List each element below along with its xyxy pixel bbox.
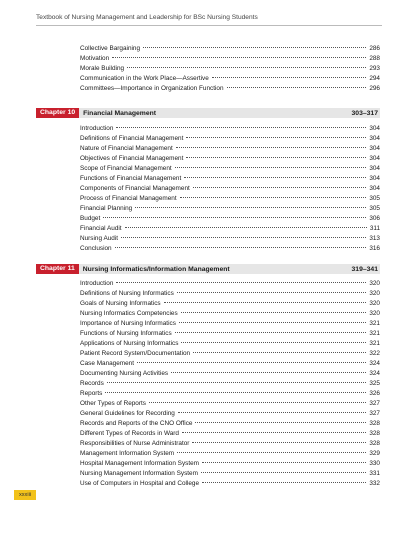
- toc-entry-page: 296: [369, 85, 380, 92]
- toc-entry-title: Reports: [80, 390, 103, 397]
- dot-leader: [177, 292, 367, 293]
- toc-entry-title: Responsibilities of Nurse Administrator: [80, 440, 190, 447]
- dot-leader: [178, 412, 366, 413]
- toc-entry: [80, 389, 380, 399]
- toc-entry-page: 316: [369, 245, 380, 252]
- toc-entry-page: 320: [369, 290, 380, 297]
- dot-leader: [181, 342, 366, 343]
- dot-leader: [116, 282, 366, 283]
- toc-entry-page: 327: [369, 410, 380, 417]
- dot-leader: [164, 302, 367, 303]
- dot-leader: [107, 382, 367, 383]
- chapter-11-title: Nursing Informatics/Information Management: [82, 265, 230, 273]
- toc-entry: [80, 459, 380, 469]
- toc-entry-page: 305: [369, 195, 380, 202]
- toc-entry-title: Financial Audit: [80, 225, 122, 232]
- dot-leader: [186, 137, 366, 138]
- toc-entry-title: Hospital Management Information System: [80, 460, 199, 467]
- toc-entry-page: 332: [369, 480, 380, 487]
- toc-entry-title: Financial Planning: [80, 205, 133, 212]
- toc-entry-title: General Guidelines for Recording: [80, 410, 175, 417]
- toc-entry-page: 331: [369, 470, 380, 477]
- toc-entry-page: 321: [369, 340, 380, 347]
- toc-entry-title: Definitions of Financial Management: [80, 135, 184, 142]
- dot-leader: [121, 237, 366, 238]
- chapter-11-heading: [36, 264, 380, 274]
- toc-entry-page: 304: [369, 145, 380, 152]
- toc-entry-page: 313: [369, 235, 380, 242]
- toc-entry-title: Use of Computers in Hospital and College: [80, 480, 199, 487]
- dot-leader: [202, 462, 366, 463]
- toc-entry: [80, 154, 380, 164]
- dot-leader: [179, 322, 366, 323]
- toc-entry: [80, 319, 380, 329]
- dot-leader: [195, 422, 366, 423]
- toc-entry-title: Applications of Nursing Informatics: [80, 340, 179, 347]
- dot-leader: [115, 247, 367, 248]
- toc-entry-title: Goals of Nursing Informatics: [80, 300, 161, 307]
- toc-entry: [80, 64, 380, 74]
- toc-entry: [80, 419, 380, 429]
- chapter-11-page-range: 319–341: [351, 265, 378, 273]
- toc-entry-page: 321: [369, 320, 380, 327]
- toc-entry: [80, 469, 380, 479]
- toc-entry: [80, 279, 380, 289]
- toc-entry-title: Introduction: [80, 280, 114, 287]
- dot-leader: [202, 482, 366, 483]
- running-header: Textbook of Nursing Management and Leadership for BSc Nursing Students: [36, 14, 382, 26]
- dot-leader: [193, 352, 366, 353]
- dot-leader: [184, 177, 366, 178]
- toc-entry-page: 325: [369, 380, 380, 387]
- toc-entry-page: 326: [369, 390, 380, 397]
- toc-entry: [80, 164, 380, 174]
- dot-leader: [182, 432, 366, 433]
- chapter-10-title: Financial Management: [83, 109, 157, 117]
- chapter-11-label: Chapter 11: [36, 264, 79, 274]
- toc-entry-page: 294: [369, 75, 380, 82]
- toc-entry: [80, 479, 380, 489]
- toc-entry-page: 304: [369, 165, 380, 172]
- toc-entry-title: Committees—Importance in Organization Function: [80, 85, 224, 92]
- dot-leader: [192, 442, 366, 443]
- toc-entry-title: Introduction: [80, 125, 114, 132]
- toc-entry-page: 328: [369, 430, 380, 437]
- toc-entry-page: 320: [369, 310, 380, 317]
- toc-entry-page: 320: [369, 280, 380, 287]
- dot-leader: [176, 147, 367, 148]
- toc-entry-page: 304: [369, 125, 380, 132]
- dot-leader: [171, 372, 366, 373]
- dot-leader: [186, 157, 366, 158]
- toc-entry-page: 330: [369, 460, 380, 467]
- toc-entry-title: Importance of Nursing Informatics: [80, 320, 176, 327]
- toc-entry: [80, 309, 380, 319]
- toc-entry-page: 311: [369, 225, 380, 232]
- toc-entry: [80, 44, 380, 54]
- dot-leader: [135, 207, 366, 208]
- toc-entry: [80, 214, 380, 224]
- toc-list-chapter-10: [80, 124, 380, 254]
- toc-entry-title: Communication in the Work Place—Assertive: [80, 75, 209, 82]
- toc-entry: [80, 144, 380, 154]
- toc-entry-title: Patient Record System/Documentation: [80, 350, 191, 357]
- toc-entry-page: 324: [369, 360, 380, 367]
- toc-entry: [80, 349, 380, 359]
- toc-entry: [80, 359, 380, 369]
- toc-entry: [80, 289, 380, 299]
- toc-entry-title: Management Information System: [80, 450, 175, 457]
- toc-entry-page: 304: [369, 135, 380, 142]
- toc-entry-title: Process of Financial Management: [80, 195, 177, 202]
- dot-leader: [175, 332, 367, 333]
- dot-leader: [137, 362, 366, 363]
- toc-entry: [80, 194, 380, 204]
- dot-leader: [112, 57, 366, 58]
- toc-entry-title: Functions of Nursing Informatics: [80, 330, 172, 337]
- toc-entry-page: 288: [369, 55, 380, 62]
- toc-entry-page: 328: [369, 440, 380, 447]
- chapter-10-page-range: 303–317: [351, 109, 378, 117]
- toc-entry: [80, 439, 380, 449]
- dot-leader: [127, 67, 366, 68]
- toc-entry-page: 329: [369, 450, 380, 457]
- toc-entry-title: Records and Reports of the CNO Office: [80, 420, 193, 427]
- dot-leader: [105, 392, 366, 393]
- dot-leader: [177, 452, 366, 453]
- toc-entry-title: Motivation: [80, 55, 110, 62]
- toc-entry: [80, 174, 380, 184]
- toc-entry: [80, 409, 380, 419]
- toc-entry-page: 321: [369, 330, 380, 337]
- dot-leader: [116, 127, 366, 128]
- toc-entry: [80, 449, 380, 459]
- toc-entry: [80, 379, 380, 389]
- toc-entry-page: 286: [369, 45, 380, 52]
- toc-entry-title: Scope of Financial Management: [80, 165, 172, 172]
- toc-entry-title: Collective Bargaining: [80, 45, 141, 52]
- toc-entry-page: 293: [369, 65, 380, 72]
- toc-entry-title: Other Types of Reports: [80, 400, 146, 407]
- toc-entry: [80, 299, 380, 309]
- toc-entry-title: Components of Financial Management: [80, 185, 190, 192]
- toc-entry: [80, 124, 380, 134]
- toc-entry-title: Functions of Financial Management: [80, 175, 182, 182]
- page-number-folio: xxxiii: [14, 490, 36, 500]
- toc-entry-page: 305: [369, 205, 380, 212]
- dot-leader: [103, 217, 366, 218]
- toc-entry: [80, 74, 380, 84]
- dot-leader: [143, 47, 366, 48]
- toc-entry: [80, 224, 380, 234]
- toc-entry-page: 304: [369, 185, 380, 192]
- dot-leader: [181, 312, 367, 313]
- toc-list-chapter-11: [80, 279, 380, 489]
- toc-entry: [80, 244, 380, 254]
- toc-entry-page: 322: [369, 350, 380, 357]
- toc-entry: [80, 329, 380, 339]
- toc-entry-page: 328: [369, 420, 380, 427]
- toc-entry-title: Case Management: [80, 360, 134, 367]
- toc-entry-title: Nursing Audit: [80, 235, 119, 242]
- toc-entry-title: Documenting Nursing Activities: [80, 370, 169, 377]
- toc-entry-title: Records: [80, 380, 104, 387]
- toc-entry-page: 306: [369, 215, 380, 222]
- toc-entry: [80, 204, 380, 214]
- toc-entry-title: Definitions of Nursing Informatics: [80, 290, 174, 297]
- dot-leader: [212, 77, 367, 78]
- toc-entry-page: 304: [369, 175, 380, 182]
- toc-entry-title: Morale Building: [80, 65, 125, 72]
- toc-entry: [80, 54, 380, 64]
- toc-entry-title: Objectives of Financial Management: [80, 155, 184, 162]
- dot-leader: [227, 87, 367, 88]
- chapter-10-heading: [36, 108, 380, 118]
- toc-entry: [80, 134, 380, 144]
- toc-entry: [80, 84, 380, 94]
- toc-entry-page: 304: [369, 155, 380, 162]
- dot-leader: [180, 197, 367, 198]
- toc-list-previous-chapter: [80, 44, 380, 94]
- toc-entry-page: 324: [369, 370, 380, 377]
- toc-entry-title: Nursing Informatics Competencies: [80, 310, 178, 317]
- toc-entry-title: Conclusion: [80, 245, 112, 252]
- dot-leader: [193, 187, 367, 188]
- toc-entry: [80, 429, 380, 439]
- dot-leader: [175, 167, 367, 168]
- toc-entry-title: Different Types of Records in Ward: [80, 430, 179, 437]
- toc-entry: [80, 234, 380, 244]
- toc-entry-title: Nursing Management Information System: [80, 470, 198, 477]
- toc-entry-page: 327: [369, 400, 380, 407]
- toc-entry: [80, 369, 380, 379]
- toc-entry: [80, 399, 380, 409]
- dot-leader: [149, 402, 366, 403]
- dot-leader: [201, 472, 366, 473]
- toc-entry-page: 320: [369, 300, 380, 307]
- toc-entry-title: Nature of Financial Management: [80, 145, 173, 152]
- toc-entry: [80, 339, 380, 349]
- toc-entry-title: Budget: [80, 215, 101, 222]
- toc-entry: [80, 184, 380, 194]
- chapter-10-label: Chapter 10: [36, 108, 79, 118]
- dot-leader: [125, 227, 367, 228]
